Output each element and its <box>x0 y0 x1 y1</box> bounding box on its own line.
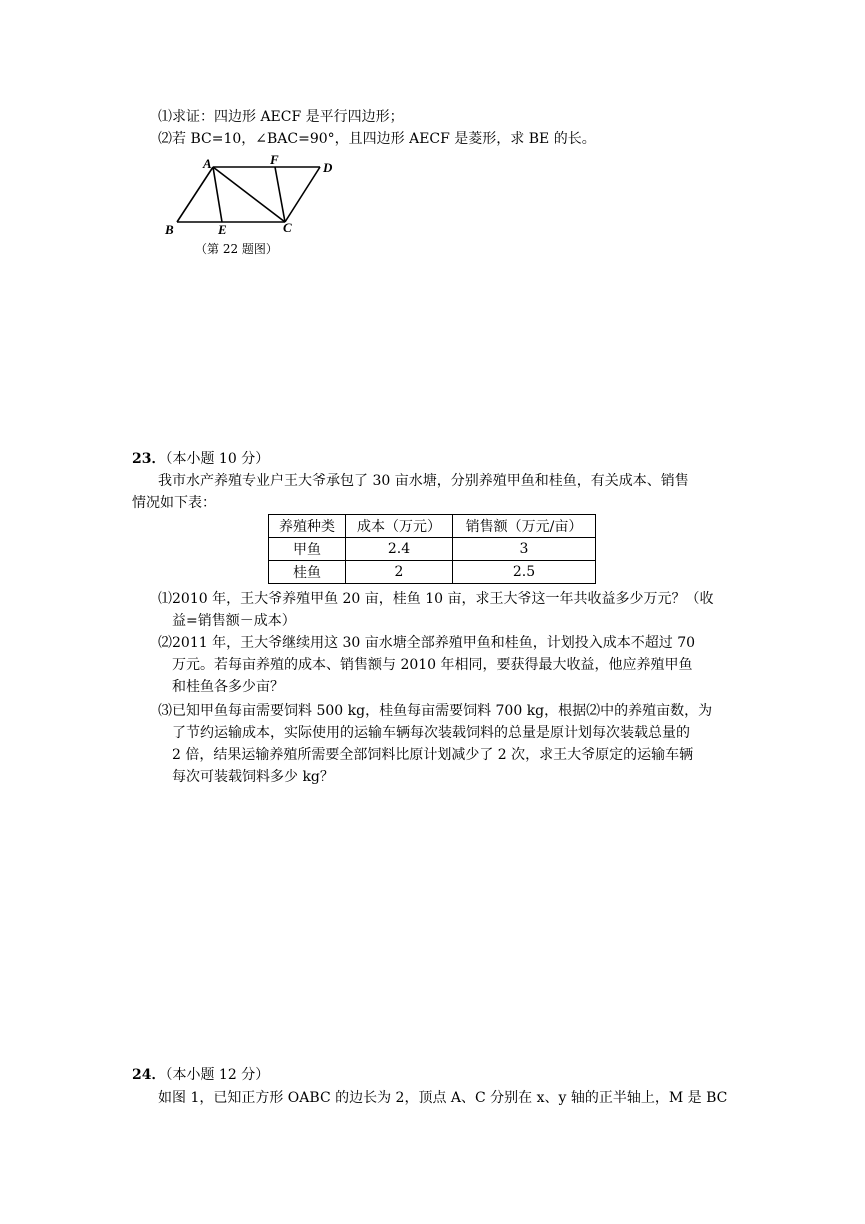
table-row <box>269 561 596 584</box>
segment-FC <box>275 167 285 222</box>
segment-DC <box>285 167 320 222</box>
q22-part1: ⑴求证：四边形 AECF 是平行四边形； <box>158 109 404 125</box>
q23-part3-line2: 了节约运输成本，实际使用的运输车辆每次装载饲料的总量是原计划每次装载总量的 <box>172 725 690 741</box>
table-cell: 2.4 <box>346 538 453 561</box>
table-row <box>269 538 596 561</box>
segment-AC <box>213 167 285 222</box>
label-B: B <box>165 222 174 237</box>
q23-part2-line1: ⑵2011 年，王大爷继续用这 30 亩水塘全部养殖甲鱼和桂鱼，计划投入成本不超过 70 <box>158 635 696 651</box>
q23-intro-line1: 我市水产养殖专业户王大爷承包了 30 亩水塘，分别养殖甲鱼和桂鱼，有关成本、销售 <box>158 473 689 489</box>
q23-part1-line1: ⑴2010 年，王大爷养殖甲鱼 20 亩，桂鱼 10 亩，求王大爷这一年共收益多少万元？（收 <box>158 591 714 607</box>
q24-points: （本小题 12 分） <box>165 1067 270 1083</box>
table-cell: 3 <box>453 538 596 561</box>
q23-part2-line2: 万元。若每亩养殖的成本、销售额与 2010 年相同，要获得最大收益，他应养殖甲鱼 <box>172 657 693 673</box>
q24-line1: 如图 1，已知正方形 OABC 的边长为 2，顶点 A、C 分别在 x、y 轴的正半轴上，M 是 BC <box>158 1090 728 1106</box>
q24-number: 24． <box>132 1067 166 1083</box>
table-cell: 甲鱼 <box>269 538 346 561</box>
segment-AE <box>213 167 222 222</box>
q23-number: 23． <box>132 451 166 467</box>
q22-part2: ⑵若 BC=10，∠BAC=90°，且四边形 AECF 是菱形，求 BE 的长。 <box>158 131 596 147</box>
table-header-cell: 养殖种类 <box>269 515 346 538</box>
table-cell: 2 <box>346 561 453 584</box>
label-A: A <box>203 156 212 171</box>
q22-figure-caption: （第 22 题图） <box>195 242 278 256</box>
q24-heading <box>132 1064 269 1086</box>
figure-lines <box>177 167 320 222</box>
label-C: C <box>283 220 292 235</box>
q23-part3-line4: 每次可装载饲料多少 kg？ <box>172 769 334 785</box>
table-header-row <box>269 515 596 538</box>
table-cell: 2.5 <box>453 561 596 584</box>
table-header-cell: 销售额（万元/亩） <box>453 515 596 538</box>
q23-heading <box>132 448 269 470</box>
q23-part2-line3: 和桂鱼各多少亩？ <box>172 679 284 695</box>
label-E: E <box>218 222 227 237</box>
q23-part3-line3: 2 倍，结果运输养殖所需要全部饲料比原计划减少了 2 次，求王大爷原定的运输车辆 <box>172 747 694 763</box>
label-D: D <box>323 160 333 175</box>
q23-cost-table <box>268 514 596 584</box>
q23-intro-line2: 情况如下表： <box>132 495 216 511</box>
q23-part1-line2: 益=销售额－成本） <box>172 613 296 629</box>
table-header-cell: 成本（万元） <box>346 515 453 538</box>
q23-points: （本小题 10 分） <box>165 451 270 467</box>
label-F: F <box>270 152 279 167</box>
table-cell: 桂鱼 <box>269 561 346 584</box>
segment-AB <box>177 167 213 222</box>
q23-part3-line1: ⑶已知甲鱼每亩需要饲料 500 kg，桂鱼每亩需要饲料 700 kg，根据⑵中的养殖亩数，为 <box>158 703 713 719</box>
